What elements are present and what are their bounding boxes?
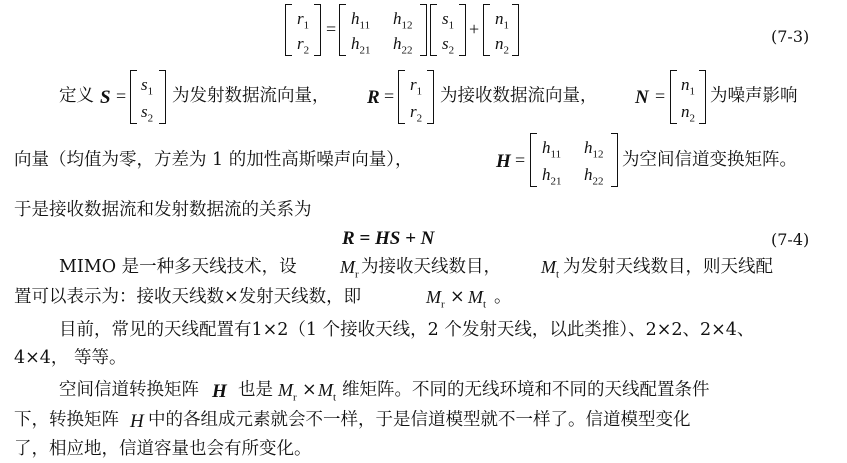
sub: 1 bbox=[503, 19, 509, 32]
sub: 2 bbox=[416, 112, 423, 125]
sub: 12 bbox=[401, 19, 413, 32]
m: M bbox=[426, 287, 441, 307]
text: 定义 bbox=[59, 86, 94, 106]
sub: 2 bbox=[503, 44, 509, 57]
cell-r2: r bbox=[297, 34, 304, 53]
equation-number: (7-4) bbox=[771, 230, 810, 249]
sub: 12 bbox=[592, 148, 604, 161]
symbol-mr bbox=[340, 257, 359, 281]
equals-sign: = bbox=[515, 150, 526, 170]
cell: r bbox=[410, 75, 417, 94]
sub: 21 bbox=[550, 175, 562, 188]
cell: h bbox=[584, 138, 593, 157]
sub: t bbox=[333, 391, 337, 404]
text: 置可以表示为：接收天线数×发射天线数，即 bbox=[14, 287, 362, 307]
text: 为接收数据流向量， bbox=[440, 86, 598, 106]
symbol-n: N bbox=[635, 87, 649, 108]
symbol-s: S bbox=[100, 87, 111, 108]
symbol-mt bbox=[318, 380, 336, 404]
times-sign: × bbox=[302, 380, 317, 400]
equation-number: (7-3) bbox=[771, 27, 810, 46]
text: 4×4， 等等。 bbox=[14, 348, 127, 368]
sub: 2 bbox=[689, 112, 695, 125]
text: 维矩阵。不同的无线环境和不同的天线配置条件 bbox=[342, 380, 710, 400]
cell: s bbox=[141, 75, 148, 94]
cell: h bbox=[542, 138, 551, 157]
sub: 11 bbox=[550, 148, 562, 161]
text: 空间信道转换矩阵 bbox=[59, 380, 199, 400]
sub: r bbox=[355, 268, 359, 281]
cell-h12: h bbox=[393, 9, 402, 28]
cell-n2: n bbox=[495, 34, 504, 53]
cell-n1: n bbox=[495, 9, 504, 28]
text: 为发射天线数目，则天线配 bbox=[563, 257, 773, 277]
sub: 2 bbox=[147, 112, 154, 125]
m: M bbox=[541, 257, 556, 277]
text: 中的各组成元素就会不一样，于是信道模型就不一样了。信道模型变化 bbox=[148, 410, 691, 430]
text: 为空间信道变换矩阵。 bbox=[622, 150, 797, 170]
paragraph-line: 于是接收数据流和发射数据流的关系为 bbox=[14, 200, 312, 220]
equals-sign: = bbox=[384, 86, 395, 106]
m: M bbox=[278, 380, 293, 400]
sub: 11 bbox=[359, 19, 371, 32]
symbol-mr bbox=[278, 380, 297, 404]
sub: 2 bbox=[303, 44, 310, 57]
cell: h bbox=[584, 165, 593, 184]
cell: h bbox=[542, 165, 551, 184]
cell: r bbox=[410, 102, 417, 121]
cell-s1: s bbox=[442, 9, 449, 28]
symbol-r: R bbox=[367, 87, 380, 108]
equation-body: R = HS + N bbox=[342, 228, 435, 249]
symbol-h: H bbox=[496, 151, 511, 172]
matrix-h bbox=[339, 4, 427, 56]
text: 也是 bbox=[238, 380, 273, 400]
vector-s bbox=[130, 70, 166, 124]
sub: t bbox=[483, 298, 487, 311]
times-sign: × bbox=[450, 287, 465, 307]
equals-sign: = bbox=[655, 86, 666, 106]
text: MIMO 是一种多天线技术，设 bbox=[59, 257, 297, 277]
sub: 1 bbox=[689, 85, 695, 98]
vector-n bbox=[670, 70, 706, 124]
text: 向量（均值为零，方差为 1 的加性高斯噪声向量）， bbox=[14, 150, 413, 170]
sub: 22 bbox=[592, 175, 604, 188]
cell: s bbox=[141, 102, 148, 121]
matrix-h-inline bbox=[530, 133, 618, 187]
sub: 2 bbox=[448, 44, 455, 57]
equals-sign: = bbox=[326, 19, 337, 39]
cell-h11: h bbox=[351, 9, 360, 28]
sub: 22 bbox=[401, 44, 413, 57]
text: 了，相应地，信道容量也会有所变化。 bbox=[14, 439, 312, 459]
cell: n bbox=[681, 102, 690, 121]
symbol-mt bbox=[541, 257, 559, 281]
symbol-h: H bbox=[130, 411, 144, 432]
m: M bbox=[340, 257, 355, 277]
symbol-h: H bbox=[212, 381, 227, 402]
sub: 1 bbox=[416, 85, 423, 98]
text: 为接收天线数目， bbox=[361, 257, 501, 277]
text: 下，转换矩阵 bbox=[14, 410, 119, 430]
cell-h21: h bbox=[351, 34, 360, 53]
plus-sign: + bbox=[469, 19, 480, 39]
text: 为噪声影响 bbox=[710, 86, 798, 106]
cell-s2: s bbox=[442, 34, 449, 53]
matrix-s bbox=[430, 4, 466, 56]
cell-r1: r bbox=[297, 9, 304, 28]
sub: 1 bbox=[448, 19, 455, 32]
matrix-n bbox=[483, 4, 519, 56]
text: 目前，常见的天线配置有1×2（1 个接收天线，2 个发射天线，以此类推）、2×2、2×4、 bbox=[59, 320, 755, 340]
m: M bbox=[318, 380, 333, 400]
matrix-r bbox=[285, 4, 321, 56]
m: M bbox=[468, 287, 483, 307]
vector-r bbox=[398, 70, 434, 124]
sub: r bbox=[293, 391, 297, 404]
sub: t bbox=[556, 268, 560, 281]
sub: 1 bbox=[303, 19, 310, 32]
cell-h22: h bbox=[393, 34, 402, 53]
sub: 21 bbox=[359, 44, 371, 57]
sub: 1 bbox=[147, 85, 154, 98]
text: 为发射数据流向量， bbox=[172, 86, 330, 106]
equals-sign: = bbox=[116, 86, 127, 106]
symbol-mt bbox=[468, 287, 486, 311]
cell: n bbox=[681, 75, 690, 94]
sub: r bbox=[441, 298, 445, 311]
text: 。 bbox=[494, 287, 512, 307]
symbol-mr bbox=[426, 287, 445, 311]
